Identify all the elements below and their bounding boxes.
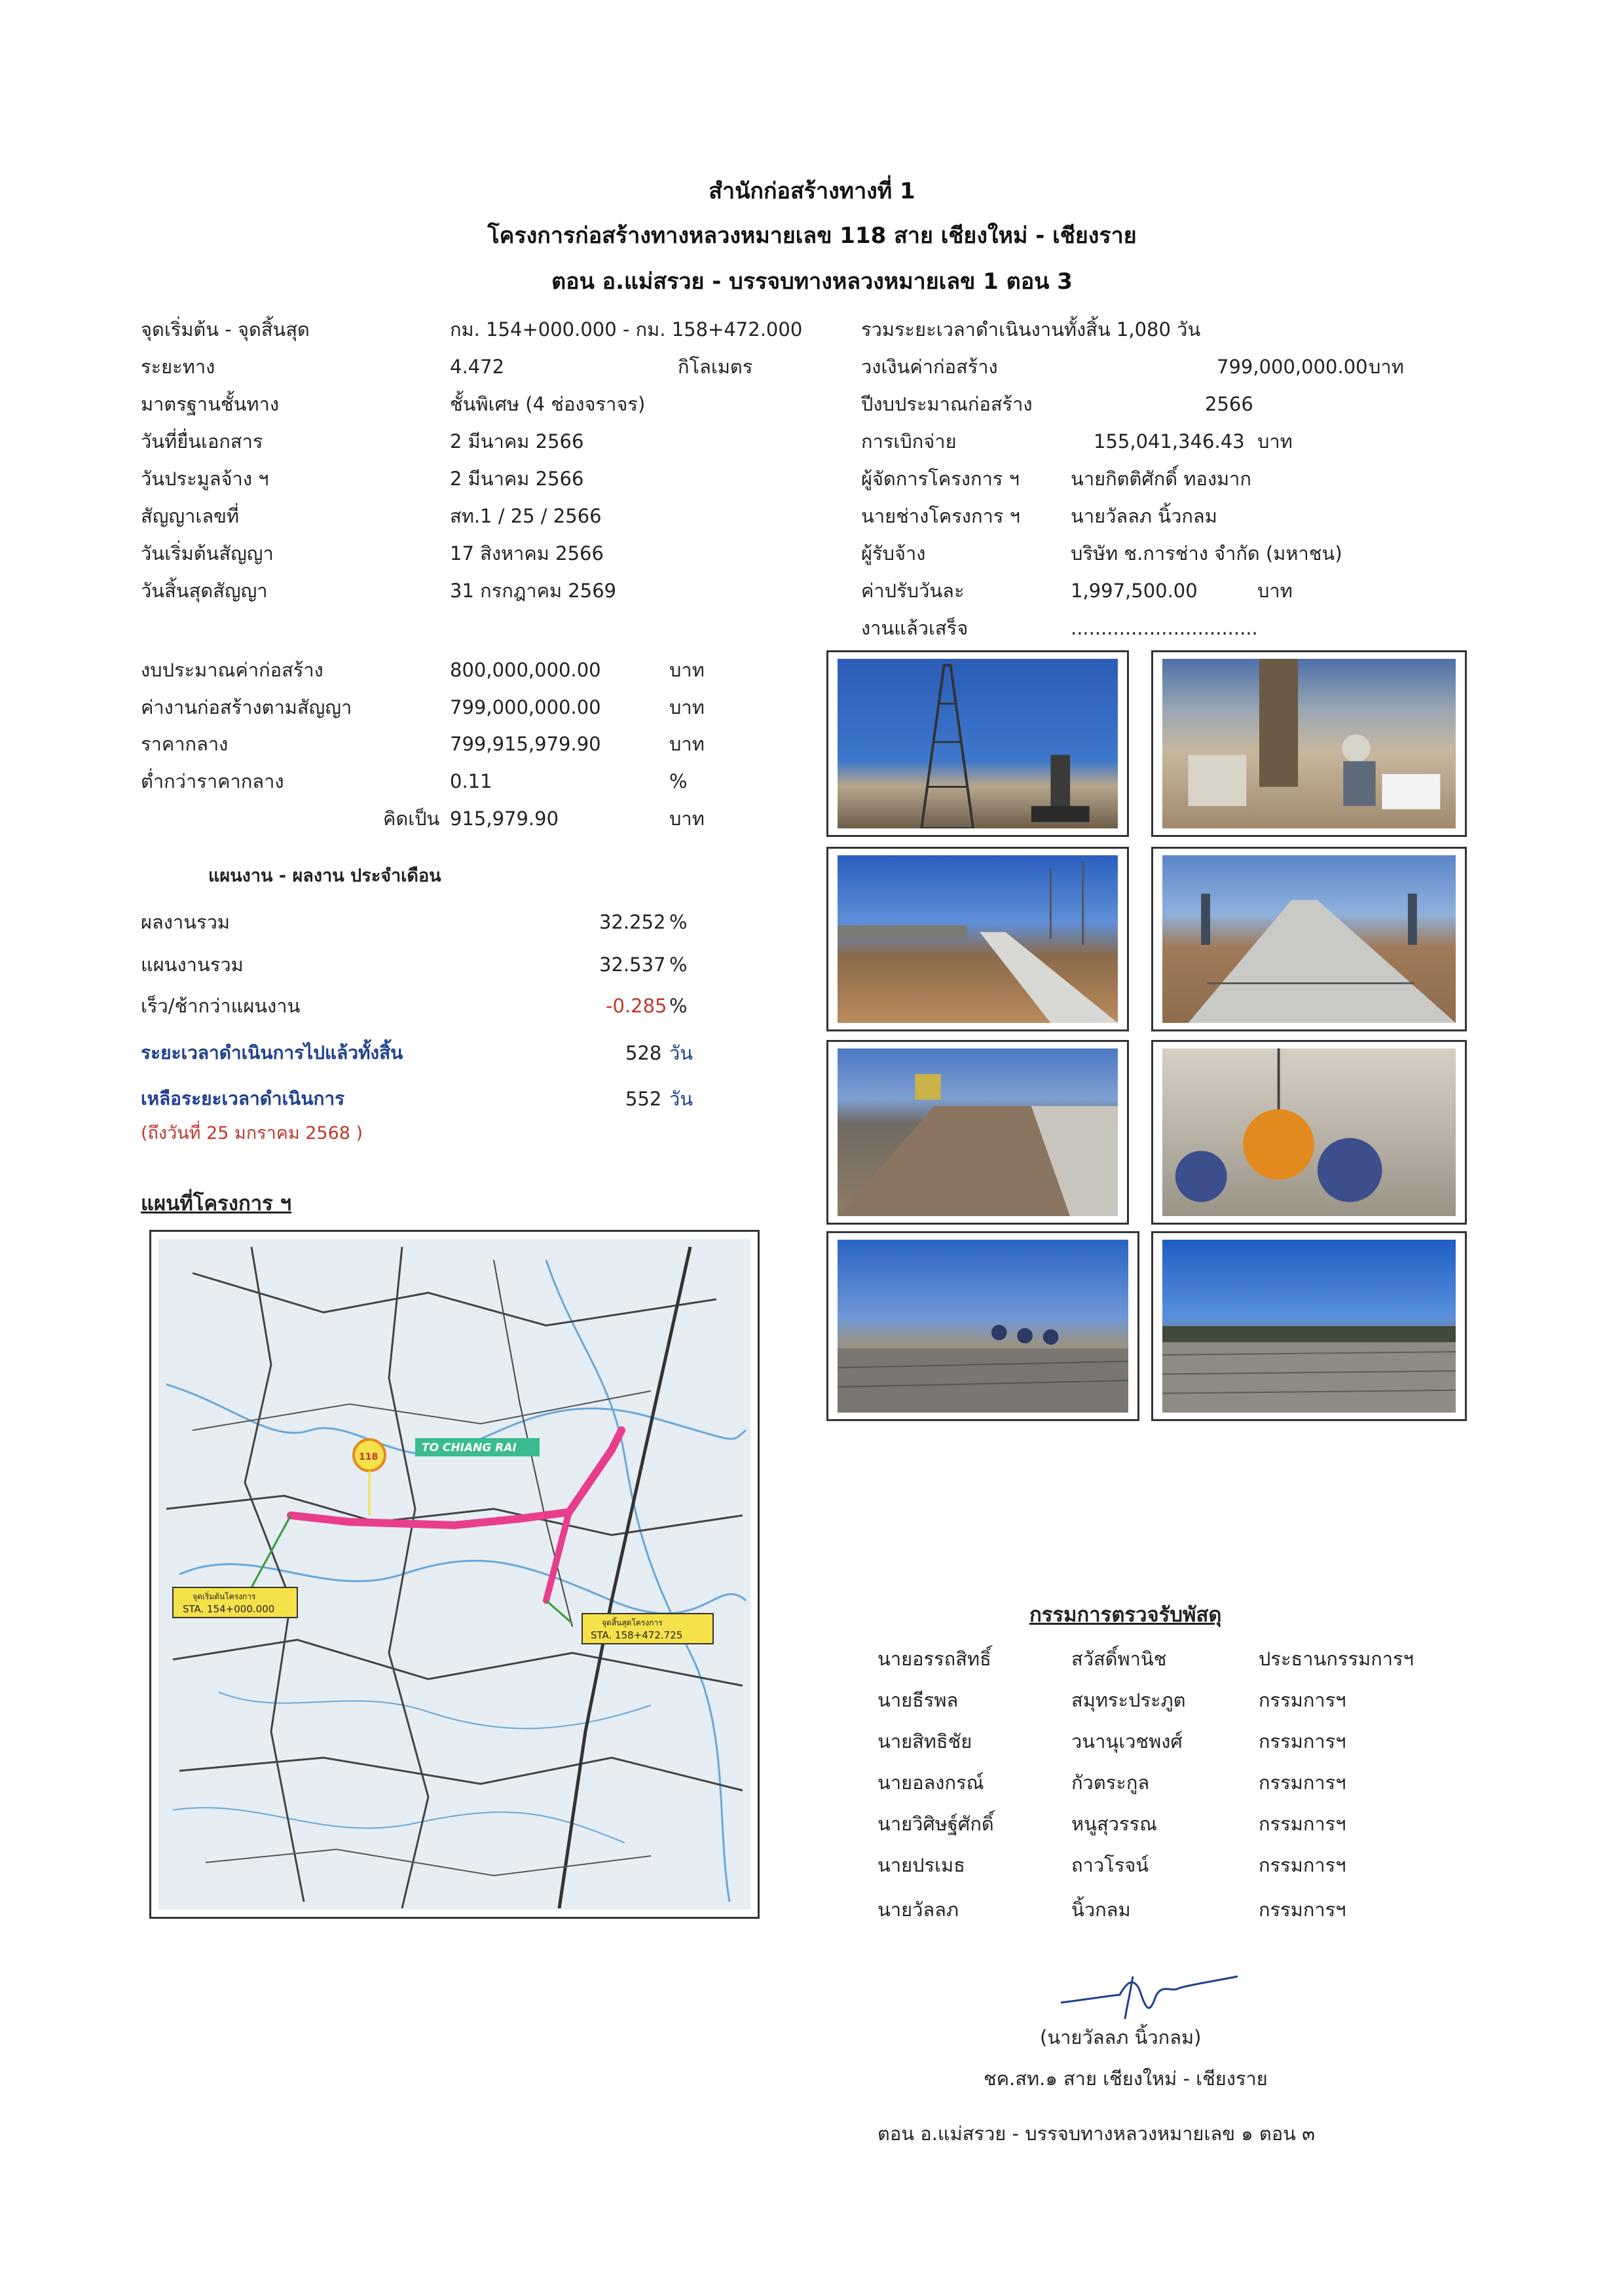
info-value: 17 สิงหาคม 2566 xyxy=(450,542,604,565)
map-title: แผนที่โครงการ ฯ xyxy=(141,1192,291,1215)
member-first-name: นายธีรพล xyxy=(877,1689,959,1711)
member-role: กรรมการฯ xyxy=(1259,1854,1346,1876)
info-value: นายกิตติศักดิ์ ทองมาก xyxy=(1071,468,1251,490)
info-value: 799,000,000.00 xyxy=(1217,356,1368,378)
info-value: บริษัท ช.การช่าง จำกัด (มหาชน) xyxy=(1071,542,1342,565)
info-value: ............................... xyxy=(1071,617,1258,639)
info-value: กม. 154+000.000 - กม. 158+472.000 xyxy=(450,318,803,341)
route-number: 118 xyxy=(359,1452,378,1462)
info-value: 2 มีนาคม 2566 xyxy=(450,468,584,490)
member-last-name: สมุทระประภูต xyxy=(1071,1689,1186,1711)
site-photo-rebar-mesh xyxy=(1151,1231,1467,1421)
site-photo-tower xyxy=(826,650,1129,837)
info-label: การเบิกจ่าย xyxy=(861,430,957,453)
project-title: โครงการก่อสร้างทางหลวงหมายเลข 118 สาย เชียงใหม่ - เชียงราย xyxy=(487,223,1137,249)
progress-unit: % xyxy=(669,995,688,1017)
budget-value: 799,915,979.90 xyxy=(450,733,601,755)
member-first-name: นายวัลลภ xyxy=(877,1898,959,1921)
info-value: 2 มีนาคม 2566 xyxy=(450,430,584,453)
budget-label: ต่ำกว่าราคากลาง xyxy=(141,770,284,792)
signatory-section: ตอน อ.แม่สรวย - บรรจบทางหลวงหมายเลข ๑ ตอน ๓ xyxy=(877,2122,1316,2145)
budget-unit: บาท xyxy=(669,659,705,681)
info-unit: บาท xyxy=(1257,580,1293,602)
budget-label: ราคากลาง xyxy=(141,733,229,755)
info-label: วันประมูลจ้าง ฯ xyxy=(141,468,269,490)
info-label: ค่าปรับวันละ xyxy=(861,580,965,602)
elapsed-label: ระยะเวลาดำเนินการไปแล้วทั้งสิ้น xyxy=(141,1042,403,1064)
progress-value: 32.537 xyxy=(599,954,666,976)
committee-title: กรรมการตรวจรับพัสดุ xyxy=(1029,1603,1222,1627)
section-title: ตอน อ.แม่สรวย - บรรจบทางหลวงหมายเลข 1 ตอน 3 xyxy=(551,268,1073,295)
member-role: ประธานกรรมการฯ xyxy=(1259,1648,1414,1670)
info-unit: กิโลเมตร xyxy=(678,356,753,378)
info-label: ผู้รับจ้าง xyxy=(861,542,926,565)
member-role: กรรมการฯ xyxy=(1259,1730,1346,1752)
member-first-name: นายอรรถสิทธิ์ xyxy=(877,1648,991,1670)
budget-value: 800,000,000.00 xyxy=(450,659,601,681)
progress-unit: % xyxy=(669,911,688,933)
info-value: 155,041,346.43 xyxy=(1094,430,1245,453)
info-label: งานแล้วเสร็จ xyxy=(861,617,969,639)
elapsed-value: 528 xyxy=(625,1042,662,1064)
start-label-line2: STA. 154+000.000 xyxy=(183,1603,275,1615)
info-value: 1,997,500.00 xyxy=(1071,580,1198,602)
member-last-name: กัวตระกูล xyxy=(1071,1771,1150,1794)
member-first-name: นายอลงกรณ์ xyxy=(877,1771,984,1794)
remaining-unit: วัน xyxy=(669,1088,693,1110)
site-photo-rebar-crew xyxy=(826,1231,1139,1421)
progress-value: 32.252 xyxy=(599,911,666,933)
info-value: 31 กรกฎาคม 2569 xyxy=(450,580,617,602)
progress-label: แผนงานรวม xyxy=(141,954,244,976)
info-label: มาตรฐานชั้นทาง xyxy=(141,393,279,415)
signatory-name: (นายวัลลภ นิ้วกลม) xyxy=(1040,2026,1202,2048)
budget-label: งบประมาณค่าก่อสร้าง xyxy=(141,659,323,681)
site-photo-tensioning xyxy=(1151,1040,1467,1225)
budget-unit: บาท xyxy=(669,696,705,718)
end-label-line2: STA. 158+472.725 xyxy=(591,1629,683,1641)
member-first-name: นายสิทธิชัย xyxy=(877,1730,972,1752)
progress-value-behind: -0.285 xyxy=(606,995,667,1017)
info-unit: บาท xyxy=(1369,356,1404,378)
start-label-line1: จุดเริ่มต้นโครงการ xyxy=(193,1592,256,1601)
info-label: ระยะทาง xyxy=(141,356,215,378)
budget-label: ค่างานก่อสร้างตามสัญญา xyxy=(141,696,352,718)
remaining-value: 552 xyxy=(625,1088,662,1110)
signatory-position: ชค.สท.๑ สาย เชียงใหม่ - เชียงราย xyxy=(984,2067,1268,2090)
office-title: สำนักก่อสร้างทางที่ 1 xyxy=(709,178,915,204)
member-last-name: สวัสดิ์พานิช xyxy=(1071,1648,1167,1670)
to-chiang-rai-label: TO CHIANG RAI xyxy=(422,1441,517,1454)
member-first-name: นายวิศิษฐ์ศักดิ์ xyxy=(877,1813,994,1835)
info-label: วันเริ่มต้นสัญญา xyxy=(141,542,274,565)
budget-total-label: คิดเป็น xyxy=(383,807,440,830)
elapsed-unit: วัน xyxy=(669,1042,693,1064)
site-photo-paving xyxy=(826,1040,1129,1225)
member-first-name: นายปรเมธ xyxy=(877,1854,965,1876)
info-label: วันที่ยื่นเอกสาร xyxy=(141,430,263,453)
budget-total-value: 915,979.90 xyxy=(450,807,559,830)
budget-value: 0.11 xyxy=(450,770,492,792)
info-value: สท.1 / 25 / 2566 xyxy=(450,505,602,527)
remaining-label: เหลือระยะเวลาดำเนินการ xyxy=(141,1088,345,1109)
info-value: ชั้นพิเศษ (4 ช่องจราจร) xyxy=(450,393,646,415)
handwritten-signature xyxy=(1048,1963,1251,2022)
member-role: กรรมการฯ xyxy=(1259,1898,1346,1921)
info-label: สัญญาเลขที่ xyxy=(141,505,240,527)
site-photo-concrete-lane xyxy=(1151,847,1467,1031)
info-value: 4.472 xyxy=(450,356,505,378)
site-photo-road-curb xyxy=(826,847,1129,1031)
member-last-name: ถาวโรจน์ xyxy=(1071,1854,1149,1876)
info-value: 2566 xyxy=(1205,393,1253,415)
as-of-date: (ถึงวันที่ 25 มกราคม 2568 ) xyxy=(141,1123,363,1143)
member-last-name: หนูสุวรรณ xyxy=(1071,1813,1157,1835)
budget-value: 799,000,000.00 xyxy=(450,696,601,718)
budget-unit: % xyxy=(669,770,688,792)
member-last-name: วนานุเวชพงศ์ xyxy=(1071,1730,1183,1752)
progress-label: เร็ว/ช้ากว่าแผนงาน xyxy=(141,995,301,1017)
info-label: จุดเริ่มต้น - จุดสิ้นสุด xyxy=(141,318,310,341)
info-label: นายช่างโครงการ ฯ xyxy=(861,505,1020,527)
progress-label: ผลงานรวม xyxy=(141,911,231,933)
info-label: วันสิ้นสุดสัญญา xyxy=(141,580,268,602)
budget-unit: บาท xyxy=(669,733,705,755)
site-photo-workers-pile xyxy=(1151,650,1467,837)
progress-title: แผนงาน - ผลงาน ประจำเดือน xyxy=(208,866,441,886)
info-value: นายวัลลภ นิ้วกลม xyxy=(1071,505,1217,527)
end-label-line1: จุดสิ้นสุดโครงการ xyxy=(602,1618,663,1627)
project-map xyxy=(149,1230,760,1919)
member-role: กรรมการฯ xyxy=(1259,1689,1346,1711)
info-label: ผู้จัดการโครงการ ฯ xyxy=(861,468,1020,490)
progress-unit: % xyxy=(669,954,688,976)
member-role: กรรมการฯ xyxy=(1259,1771,1346,1794)
member-role: กรรมการฯ xyxy=(1259,1813,1346,1835)
info-label: ปีงบประมาณก่อสร้าง xyxy=(861,393,1033,415)
info-label: รวมระยะเวลาดำเนินงานทั้งสิ้น 1,080 วัน xyxy=(861,318,1201,341)
info-unit: บาท xyxy=(1257,430,1293,453)
budget-total-unit: บาท xyxy=(669,807,705,830)
info-label: วงเงินค่าก่อสร้าง xyxy=(861,356,998,378)
member-last-name: นิ้วกลม xyxy=(1071,1898,1131,1921)
